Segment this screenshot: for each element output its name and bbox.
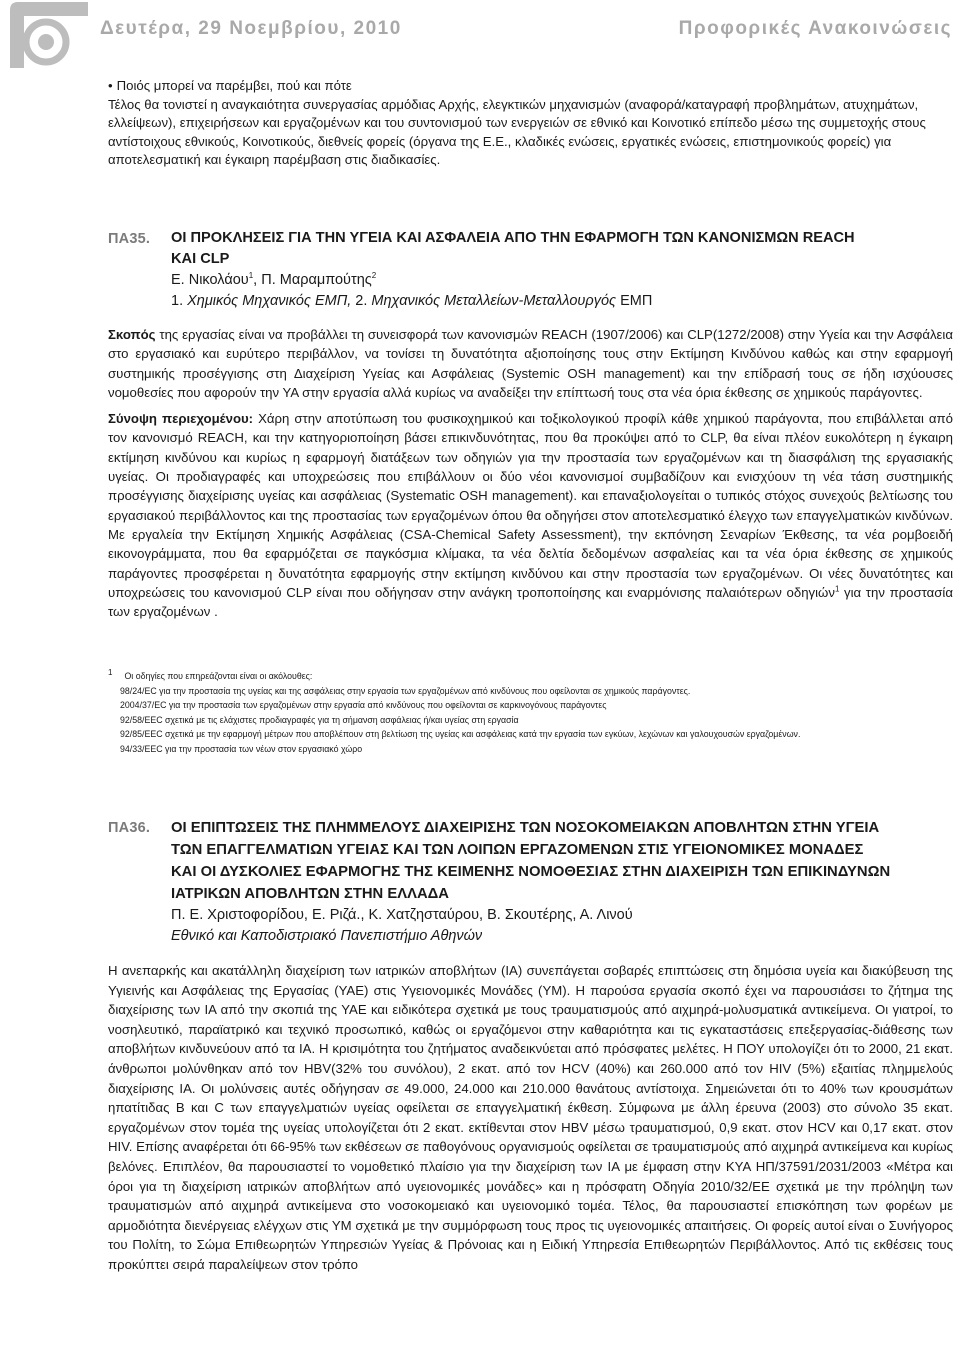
pa35-title-line1: ΟΙ ΠΡΟΚΛΗΣΕΙΣ ΓΙΑ ΤΗΝ ΥΓΕΙΑ ΚΑΙ ΑΣΦΑΛΕΙΑ ΑΠΟ ΤΗΝ ΕΦΑΡΜΟΓΗ ΤΩΝ ΚΑΝΟΝΙΣΜΩΝ REACH <box>171 230 855 246</box>
conference-logo-icon <box>0 0 90 70</box>
footnote-item: 92/85/EEC σχετικά με την εφαρμογή μέτρων που αποβλέπουν στη βελτίωση της υγείας και ασφάλειας κατά την εργασία των εγκύων, λεχώνων και γαλουχουσών εργαζομένων. <box>120 729 801 740</box>
pa36-code: ΠΑ36. <box>108 820 151 836</box>
pa36-authors: Π. Ε. Χριστοφορίδου, Ε. Ριζά., Κ. Χατζησταύρου, Β. Σκουτέρης, Α. Λινού <box>171 907 633 923</box>
pa36-header <box>171 817 951 947</box>
pa36-body <box>108 961 953 1282</box>
pa35-footnotes <box>108 669 953 757</box>
pa35-header <box>171 228 951 312</box>
pa36-affiliation: Εθνικό και Καποδιστριακό Πανεπιστήμιο Αθηνών <box>171 928 483 944</box>
header-section-title: Προφορικές Ανακοινώσεις <box>678 18 952 39</box>
pa35-body <box>108 325 953 628</box>
intro-text: Τέλος θα τονιστεί η αναγκαιότητα συνεργασίας αρμόδιας Αρχής, ελεγκτικών μηχανισμών (αναφορά/καταγραφή προβλημάτων, ατυχημάτων, ελλείψεων), επιχειρήσεων και εργαζομένων και του συντονισμού των ενεργειών σε εθνικό και Κοινοτικό επίπεδο μέσω της συμμετοχής στους αντίστοιχους εθνικούς, Κοινοτικούς, διεθνείς φορείς (όργανα της Ε.Ε., κλαδικές ενώσεις, εργατικές ενώσεις, επιστημονικούς φορείς) για αποτελεσματική και έγκαιρη παρέμβαση στις διαδικασίες. <box>108 96 926 168</box>
footnote-item: 2004/37/EC για την προστασία των εργαζομένων στην εργασία από κινδύνους που οφείλονται σε καρκινογόνους παράγοντες <box>120 700 607 711</box>
header-date: Δευτέρα, 29 Νοεμβρίου, 2010 <box>100 18 402 39</box>
footnote-item: 94/33/EEC για την προστασία των νέων στον εργασιακό χώρο <box>120 743 363 754</box>
pa36-title-line: ΙΑΤΡΙΚΩΝ ΑΠΟΒΛΗΤΩΝ ΣΤΗΝ ΕΛΛΑΔΑ <box>171 886 449 902</box>
intro-section <box>108 77 953 170</box>
footnote-heading: $^1$ Οι οδηγίες που επηρεάζονται είναι οι ακόλουθες: <box>108 668 313 681</box>
intro-heading: • Ποιός μπορεί να παρέμβει, πού και πότε <box>108 77 953 96</box>
pa35-title-line2: ΚΑΙ CLP <box>171 251 230 267</box>
footnote-list <box>108 684 953 757</box>
pa36-title-line: ΤΩΝ ΕΠΑΓΓΕΛΜΑΤΙΩΝ ΥΓΕΙΑΣ ΚΑΙ ΤΩΝ ΛΟΙΠΩΝ ΕΡΓΑΖΟΜΕΝΩΝ ΣΤΙΣ ΥΓΕΙΟΝΟΜΙΚΕΣ ΜΟΝΑΔΕΣ <box>171 842 864 858</box>
pa35-authors: Ε. Νικολάου$^1$, Π. Μαραμπούτης$^2$ <box>171 271 377 288</box>
pa35-affiliations: 1. Χημικός Μηχανικός ΕΜΠ, 2. Μηχανικός Μεταλλείων-Μεταλλουργός ΕΜΠ <box>171 293 653 309</box>
pa35-code: ΠΑ35. <box>108 231 151 247</box>
pa35-summary-paragraph: Σύνοψη περιεχομένου: Χάρη στην αποτύπωση του φυσικοχημικού και τοξικολογικού προφίλ κάθε χημικού παράγοντα, που επιβάλλεται από τον κανονισμό REACH, και την κατηγοριοποίηση βάσει επικινδυνότητας, που θα προκύψει από το CLP, θα είναι πλέον ευκολότερη η έγκαιρη εκτίμηση κινδύνου και κυρίως η εφαρμογή διατάξεων των οδηγιών για την προστασία των εργαζομένων και τη διασφάλιση της εργασιακής υγείας. Οι προδιαγραφές και υποχρεώσεις που επιβάλλουν οι δύο νέοι κανονισμοί συμβαδίζουν και ενισχύουν τη νέα τάση συστημικής προσέγγισης διαχείρισης υγείας και ασφάλειας (Systematic OSH management). και επαναξιολογείται ο τυπικός στόχος συνεχούς βελτίωσης του εργασιακού περιβάλλοντος και της προστασίας των εργαζομένων όπου θα οδηγήσει στον αποτελεσματικό έλεγχο των επαγγελματικών κινδύνων. Με εργαλεία την Εκτίμηση Χημικής Ασφάλειας (CSA-Chemical Safety Assessment), την εκπόνηση Σεναρίων Έκθεσης, τα νέα ρομβοειδή εικονογράμματα, που θα εφαρμόζεται σε παγκόσμια κλίμακα, τα νέα δελτία δεδομένων ασφαλείας και τα νέα όρια έκθεσης σε χημικούς παράγοντες προσφέρεται η δυνατότητα εφαρμογής στην εκτίμηση κινδύνου και στην προστασία των εργαζομένων. Οι νέες δυνατότητες και υποχρεώσεις του κανονισμού CLP είναι που οδήγησαν στην ανάγκη τροποποίησης και εναρμόνισης παλαιότερων οδηγιών$^1$ για την προστασία των εργαζομένων . <box>108 411 953 620</box>
pa36-body-paragraph: Η ανεπαρκής και ακατάλληλη διαχείριση των ιατρικών αποβλήτων (ΙΑ) συνεπάγεται σοβαρές επιπτώσεις στη δημόσια υγεία και διακύβευση της Υγιεινής και Ασφάλειας της Εργασίας (ΥΑΕ) στις Υγειονομικές Μονάδες (ΥΜ). Η παρούσα εργασία σκοπό έχει να παρουσιάσει το ζήτημα της διαχείρισης των ΙΑ από την σκοπιά της ΥΑΕ και ειδικότερα σχετικά με τους τραυματισμούς από αιχμηρά-μολυσματικά αντικείμενα. Οι γιατροί, το νοσηλευτικό, παραϊατρικό και τεχνικό προσωπικό, καθώς οι εργαζόμενοι στην καθαριότητα και τις εγκαταστάσεις επεξεργασίας-διάθεσης των αποβλήτων κινδυνεύουν από τα ΙΑ. Η κρισιμότητα του ζητήματος αναδεικνύεται από πρόσφατες μελέτες. Η ΠΟΥ υπολογίζει ότι το 2000, 21 εκατ. άνθρωποι μολύνθηκαν από τον HBV(32% του συνόλου), 2 εκατ. από τον HCV (40%) και 260.000 από τον HIV (5%) εξαιτίας πλημμελούς διαχείρισης ΙΑ. Οι μολύνσεις αυτές οδήγησαν σε 49.000, 24.000 και 210.000 θανάτους αντίστοιχα. Σημειώνεται ότι το 40% των κρουσμάτων ηπατίτιδας Β και C των επαγγελματιών υγείας οφείλεται σε επαγγελματική έκθεση. Σύμφωνα με άλλη έρευνα (2003) στο σύνολο 35 εκατ. εργαζομένων στον τομέα της υγείας υπολογίζεται ότι 2 εκατ. εκτίθενται στον HBV μέσω τραυματισμού, 0,9 εκατ. στον HCV και 0,17 εκατ. στον HIV. Επίσης αναφέρεται ότι 66-95% των εκθέσεων σε παθογόνους οργανισμούς οφείλεται σε τραυματισμούς από αιχμηρά αντικείμενα και κυρίως βελόνες. Επιπλέον, θα παρουσιαστεί το νομοθετικό πλαίσιο για την διαχείριση των ΙΑ με έμφαση στην ΚΥΑ ΗΠ/37591/2031/2003 «Μέτρα και όροι για τη διαχείριση ιατρικών αποβλήτων από υγειονομικές μονάδες» και η πρόσφατη Οδηγία 2010/32/ΕΕ σχετικά με την πρόληψη των τραυματισμών από αιχμηρά αντικείμενα στο νοσοκομειακό και υγειονομικό τομέα. Τέλος, θα παρουσιαστεί επισκόπηση των φορέων με αρμοδιότητα διενέργειας ελέγχων στις ΥΜ σχετικά με την συμμόρφωση τους προς τις υγειονομικές απαιτήσεις. Οι φορείς αυτοί είναι ο Συνήγορος του Πολίτη, το Σώμα Επιθεωρητών Υπηρεσιών Υγείας & Πρόνοιας και η Ειδική Υπηρεσία Επιθεωρητών Περιβάλλοντος. Από τις εκθέσεις τους προκύπτει σειρά παραλείψεων στον τρόπο <box>108 963 953 1272</box>
pa36-title-line: ΚΑΙ ΟΙ ΔΥΣΚΟΛΙΕΣ ΕΦΑΡΜΟΓΗΣ ΤΗΣ ΚΕΙΜΕΝΗΣ ΝΟΜΟΘΕΣΙΑΣ ΣΤΗΝ ΔΙΑΧΕΙΡΙΣΗ ΤΩΝ ΕΠΙΚΙΝΔΥΝΩΝ <box>171 864 891 880</box>
pa36-title-line: ΟΙ ΕΠΙΠΤΩΣΕΙΣ ΤΗΣ ΠΛΗΜΜΕΛΟΥΣ ΔΙΑΧΕΙΡΙΣΗΣ ΤΩΝ ΝΟΣΟΚΟΜΕΙΑΚΩΝ ΑΠΟΒΛΗΤΩΝ ΣΤΗΝ ΥΓΕΙΑ <box>171 820 880 836</box>
pa35-aim-paragraph: Σκοπός της εργασίας είναι να προβάλλει τη συνεισφορά των κανονισμών REACH (1907/2006) και CLP(1272/2008) στην Υγεία και την Ασφάλεια στο εργασιακό και ευρύτερο περιβάλλον, να τονίσει τη δυνατότητα αξιοποίησης τους στην Εκτίμηση Κινδύνου καθώς και στην εφαρμογή συστημικής προσέγγισης στη Διαχείριση Υγείας και Ασφάλειας (Systemic OSH management) και την επίδρασή τους σε ήδη ισχύουσες νομοθεσίες που αφορούν την ΥΑ στην εργασία αλλά κυρίως να αναδείξει την επίπτωσή τους στα νέα όρια έκθεσης σε χημικούς παράγοντες. <box>108 327 953 400</box>
footnote-item: 92/58/EEC σχετικά με τις ελάχιστες προδιαγραφές για τη σήμανση ασφάλειας ή/και υγείας στη εργασία <box>120 714 519 725</box>
footnote-item: 98/24/EC για την προστασία της υγείας και της ασφάλειας στην εργασία των εργαζομένων από κινδύνους που οφείλονται σε χημικούς παράγοντες. <box>120 685 691 696</box>
